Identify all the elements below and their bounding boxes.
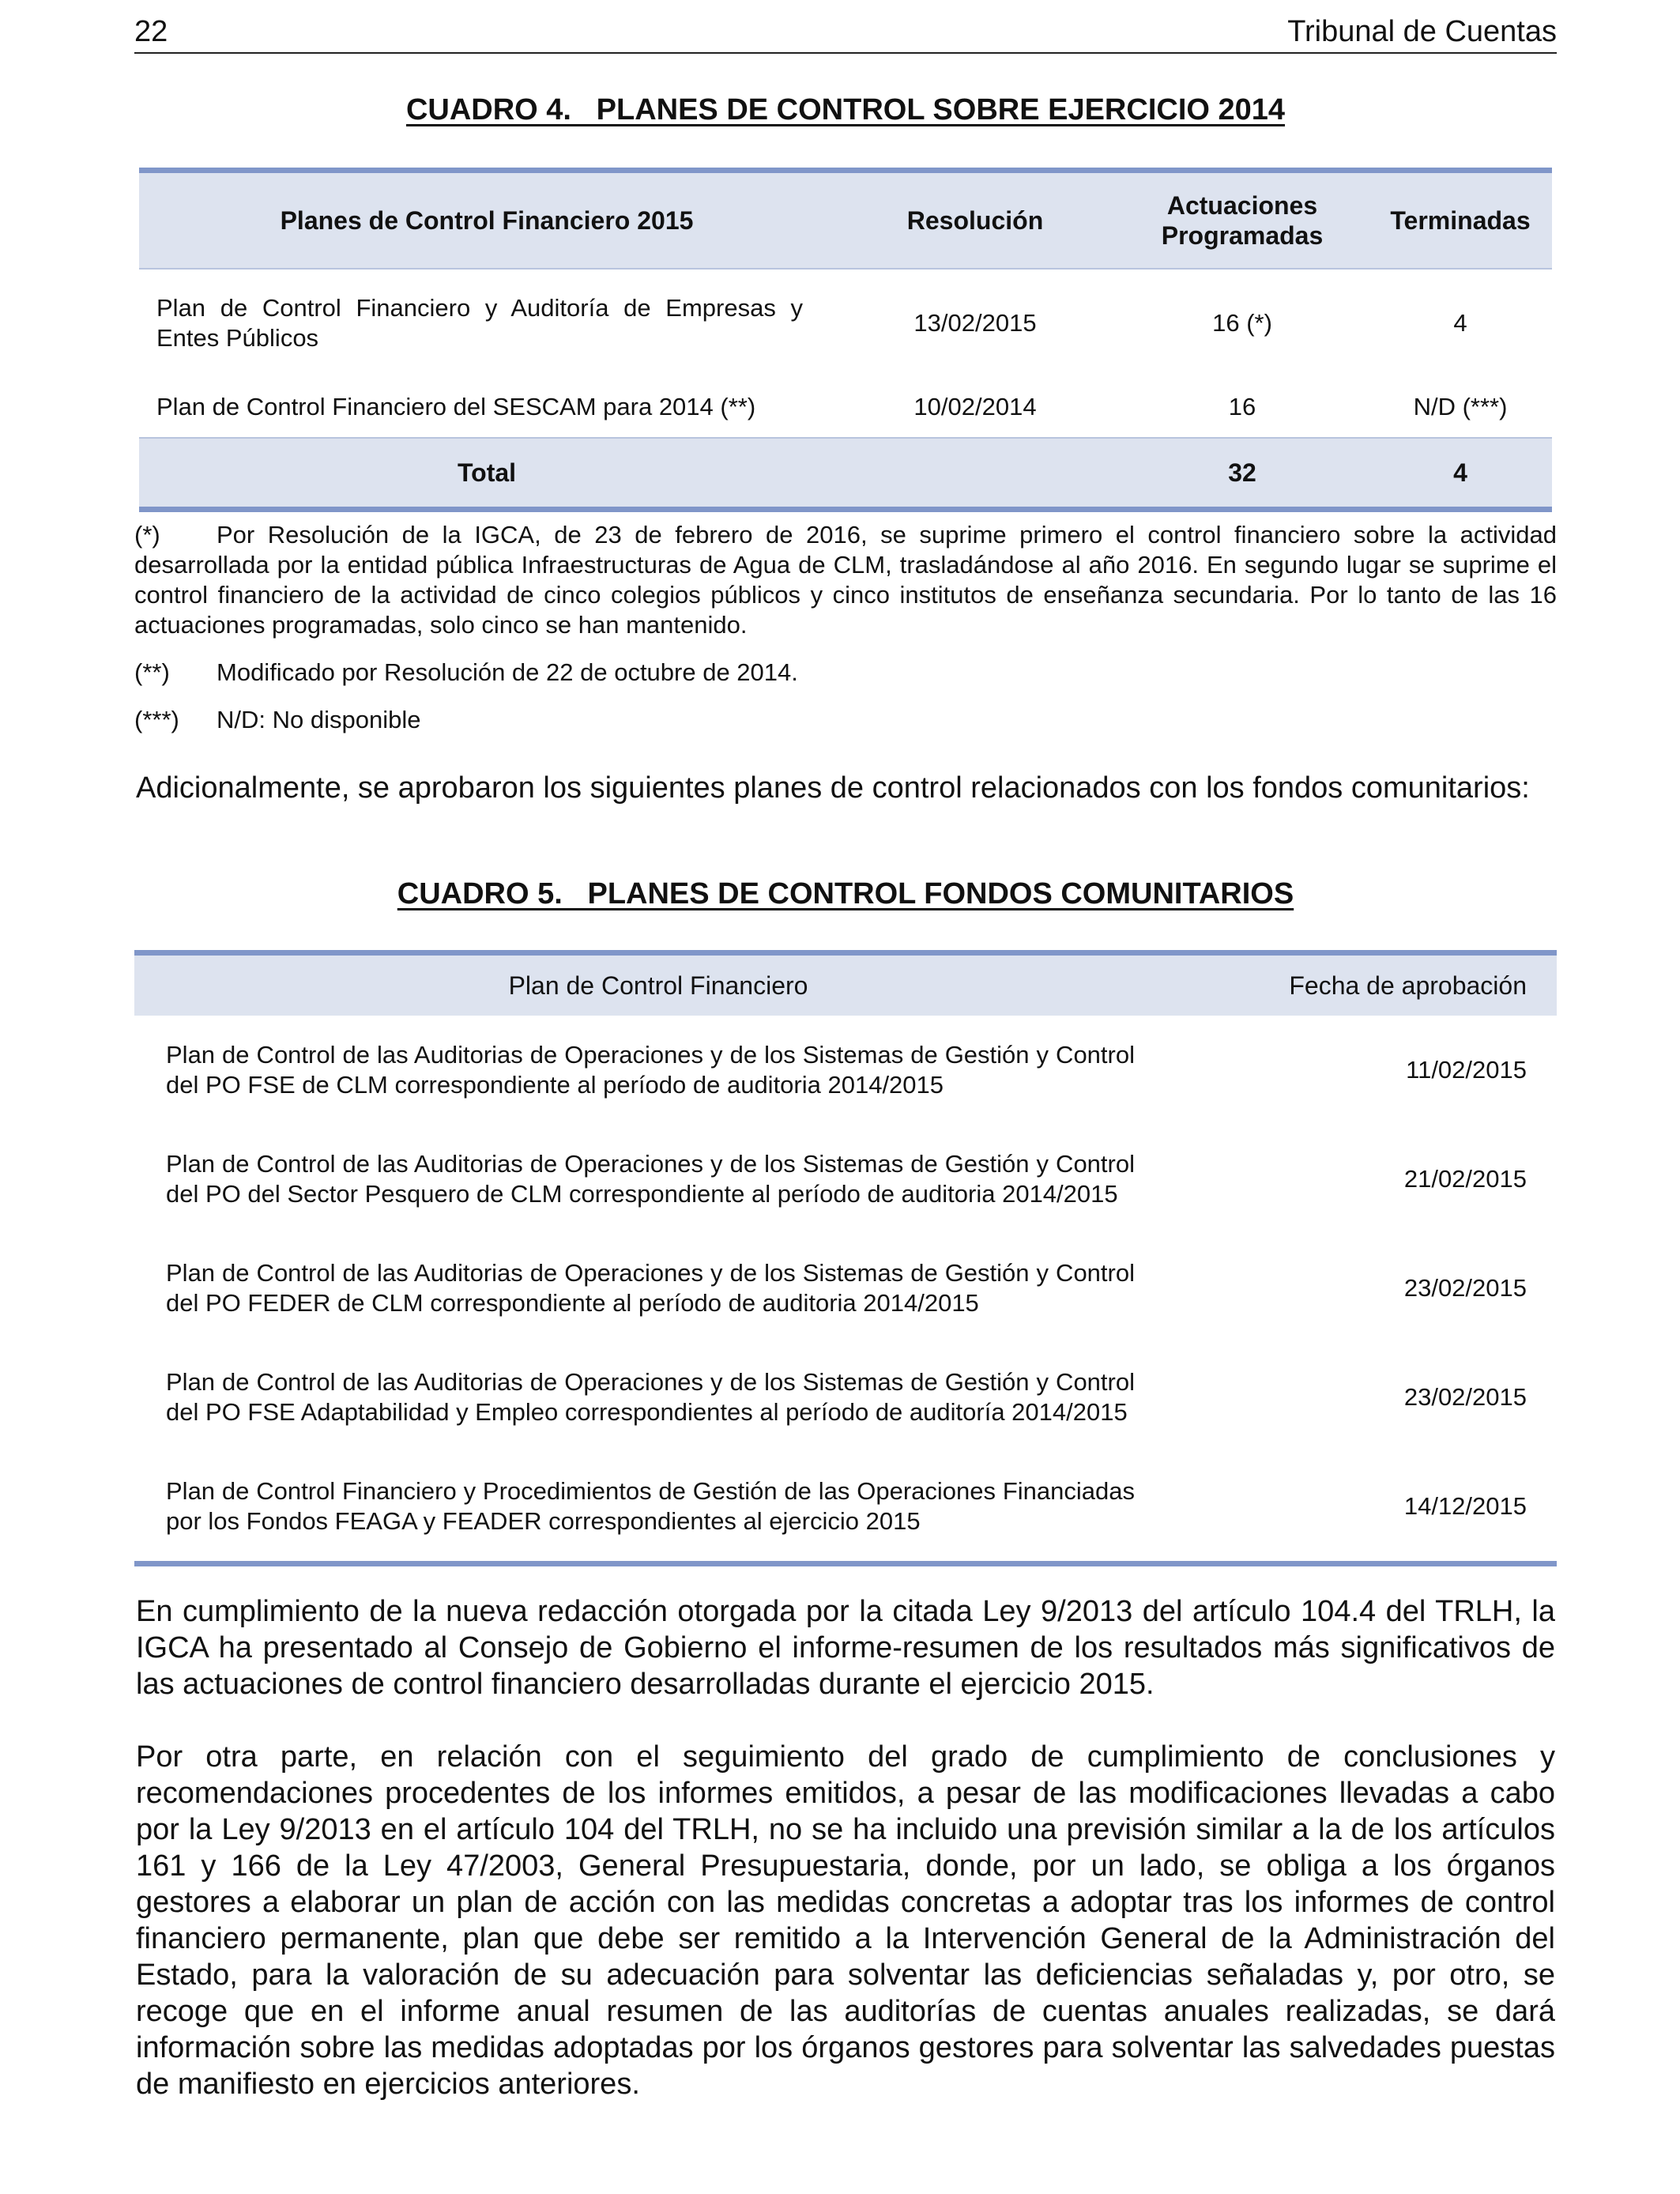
footnote-text: Modificado por Resolución de 22 de octubre de 2014. [217, 658, 798, 686]
table-row [139, 269, 1552, 377]
footnote-mark: (***) [134, 706, 179, 733]
cuadro5-table [134, 950, 1557, 1566]
cell-resolucion: 13/02/2015 [913, 309, 1037, 337]
header-fecha: Fecha de aprobación [1289, 971, 1527, 1000]
cell-plan: Plan de Control de las Auditorias de Operaciones y de los Sistemas de Gestión y Control del PO FSE de CLM correspondiente al período de auditoria 2014/2015 [166, 1041, 1135, 1099]
cell-fecha: 14/12/2015 [1403, 1492, 1527, 1520]
footnote-text: Por Resolución de la IGCA, de 23 de febrero de 2016, se suprime primero el control financiero sobre la actividad desarrollada por la entidad pública Infraestructuras de Agua de CLM, trasladándose al año 2016. En segundo lugar se suprime el control financiero de la actividad de cinco colegios públicos y cinco institutos de enseñanza secundaria. Por lo tanto de las 16 actuaciones programadas, solo cinco se han mantenido. [134, 521, 1557, 639]
header-resolucion: Resolución [906, 206, 1044, 235]
paragraph-cumplimiento: En cumplimiento de la nueva redacción otorgada por la citada Ley 9/2013 del artículo 104.4 del TRLH, la IGCA ha presentado al Consejo de Gobierno el informe-resumen de los resultados más significativos de las actuaciones de control financiero desarrolladas durante el ejercicio 2015. [136, 1595, 1555, 1701]
cuadro4-header-row [139, 171, 1552, 270]
paragraph-adicional: Adicionalmente, se aprobaron los siguientes planes de control relacionados con los fondos comunitarios: [136, 771, 1530, 805]
table-row [134, 1234, 1557, 1343]
running-header [134, 11, 1557, 54]
footnote-text: N/D: No disponible [217, 706, 421, 733]
cuadro4-table [139, 168, 1552, 512]
cell-plan: Plan de Control de las Auditorias de Operaciones y de los Sistemas de Gestión y Control del PO FEDER de CLM correspondiente al período de auditoria 2014/2015 [166, 1259, 1135, 1317]
footnote-2 [134, 658, 1557, 688]
cell-fecha: 21/02/2015 [1403, 1165, 1527, 1193]
cell-plan: Plan de Control Financiero y Procedimientos de Gestión de las Operaciones Financiadas por los Fondos FEAGA y FEADER correspondientes al ejercicio 2015 [166, 1477, 1135, 1535]
total-row [139, 438, 1552, 510]
cell-plan: Plan de Control Financiero y Auditoría de Empresas y Entes Públicos [156, 294, 803, 352]
footnote-mark: (**) [134, 658, 170, 686]
header-actuaciones: Actuaciones Programadas [1161, 191, 1324, 250]
total-actuaciones: 32 [1228, 458, 1256, 487]
header-plan-control: Plan de Control Financiero [508, 971, 808, 1000]
cell-actuaciones: 16 [1228, 393, 1256, 420]
table-row [139, 377, 1552, 438]
total-resolucion-empty [834, 438, 1116, 510]
cuadro5-title: CUADRO 5. PLANES DE CONTROL FONDOS COMUNITARIOS [397, 877, 1294, 910]
cell-plan: Plan de Control Financiero del SESCAM para 2014 (**) [156, 393, 756, 420]
cell-fecha: 23/02/2015 [1403, 1383, 1527, 1411]
page-number: 22 [134, 15, 168, 48]
header-plan: Planes de Control Financiero 2015 [280, 206, 694, 235]
cell-resolucion: 10/02/2014 [913, 393, 1037, 420]
footnote-3 [134, 705, 1557, 735]
cell-fecha: 23/02/2015 [1403, 1274, 1527, 1302]
table-row [134, 1343, 1557, 1452]
table-row [134, 1016, 1557, 1125]
header-terminadas: Terminadas [1390, 206, 1531, 235]
total-terminadas: 4 [1453, 458, 1467, 487]
cuadro4-title: CUADRO 4. PLANES DE CONTROL SOBRE EJERCICIO 2014 [405, 93, 1286, 126]
table-row [134, 1452, 1557, 1564]
table-row [134, 1125, 1557, 1234]
cell-terminadas: 4 [1453, 309, 1467, 337]
total-label: Total [457, 458, 517, 487]
cell-terminadas: N/D (***) [1413, 393, 1508, 420]
footnote-1 [134, 520, 1557, 640]
footnote-mark: (*) [134, 521, 160, 548]
cell-plan: Plan de Control de las Auditorias de Operaciones y de los Sistemas de Gestión y Control del PO FSE Adaptabilidad y Empleo correspondientes al período de auditoría 2014/2015 [166, 1368, 1135, 1426]
cuadro5-header-row [134, 953, 1557, 1016]
cell-plan: Plan de Control de las Auditorias de Operaciones y de los Sistemas de Gestión y Control del PO del Sector Pesquero de CLM correspondiente al período de auditoria 2014/2015 [166, 1150, 1135, 1208]
running-title: Tribunal de Cuentas [1287, 15, 1557, 48]
cell-fecha: 11/02/2015 [1406, 1056, 1527, 1084]
cell-actuaciones: 16 (*) [1212, 309, 1272, 337]
paragraph-otra-parte: Por otra parte, en relación con el seguimiento del grado de cumplimiento de conclusiones y recomendaciones procedentes de los informes emitidos, a pesar de las modificaciones llevadas a cabo por la Ley 9/2013 en el artículo 104 del TRLH, no se ha incluido una previsión similar a la de los artículos 161 y 166 de la Ley 47/2003, General Presupuestaria, donde, por un lado, se obliga a los órganos gestores a elaborar un plan de acción con las medidas concretas a adoptar tras los informes de control financiero permanente, plan que debe ser remitido a la Intervención General de la Administración del Estado, para la valoración de su adecuación para solventar las deficiencias señaladas y, por otro, se recoge que en el informe anual resumen de las auditorías de cuentas anuales realizadas, se dará información sobre las medidas adoptadas por los órganos gestores para solventar las salvedades puestas de manifiesto en ejercicios anteriores. [136, 1740, 1555, 2101]
